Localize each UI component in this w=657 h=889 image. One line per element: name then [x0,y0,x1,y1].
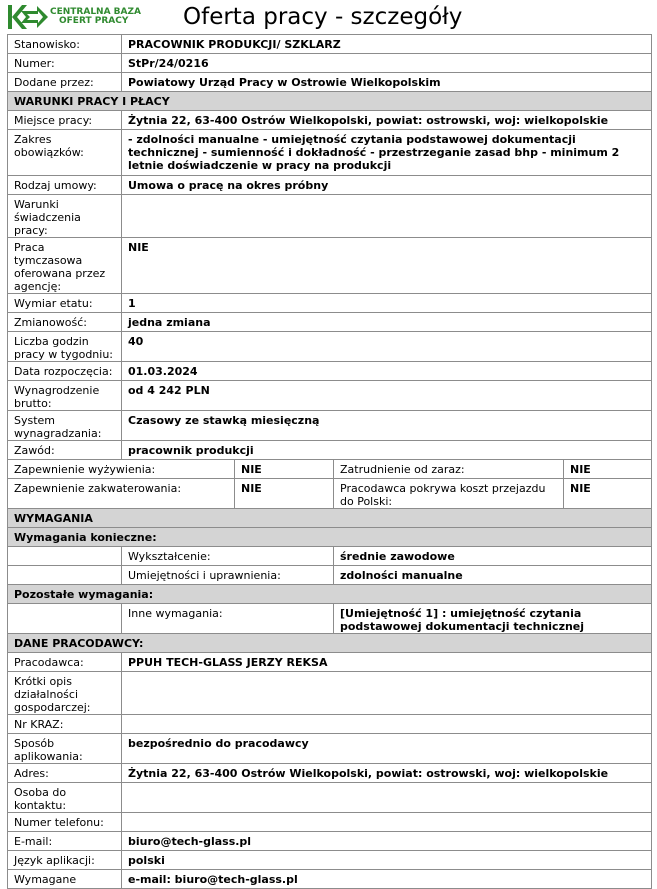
page-header [0,0,657,34]
label-profession: Zawód: [8,441,122,460]
value-fte: 1 [122,294,652,313]
label-activity: Krótki opis działalności gospodarczej: [8,672,122,715]
value-added-by: Powiatowy Urząd Pracy w Ostrowie Wielkopolskim [122,73,652,92]
row-apply [8,734,652,764]
offer-table [7,34,652,889]
row-contract [8,176,652,195]
row-hours [8,332,652,362]
section-other-row [8,585,652,604]
row-fte [8,294,652,313]
label-added-by: Dodane przez: [8,73,122,92]
row-duties [8,130,652,176]
label-position: Stanowisko: [8,35,122,54]
value-email: biuro@tech-glass.pl [122,832,652,851]
row-added-by [8,73,652,92]
value-position: PRACOWNIK PRODUKCJI/ SZKLARZ [122,35,652,54]
row-contact [8,783,652,813]
page-title: Oferta pracy - szczegóły [183,4,463,30]
row-other-req [8,604,652,634]
row-krs [8,715,652,734]
label-duties: Zakres obowiązków: [8,130,122,176]
value-documents: e-mail: biuro@tech-glass.pl [122,870,652,889]
label-language: Język aplikacji: [8,851,122,870]
indent-cell [8,547,122,566]
row-address [8,764,652,783]
section-requirements-title: WYMAGANIA [8,509,652,528]
value-housing: NIE [235,479,334,509]
value-contact [122,783,652,813]
row-language [8,851,652,870]
cbop-logo [7,3,142,31]
label-phone: Numer telefonu: [8,813,122,832]
label-shifts: Zmianowość: [8,313,122,332]
value-number: StPr/24/0216 [122,54,652,73]
section-required-title: Wymagania konieczne: [8,528,652,547]
logo-text-line1: CENTRALNA BAZA [50,7,142,17]
label-other-req: Inne wymagania: [122,604,334,634]
label-salary: Wynagrodzenie brutto: [8,381,122,411]
value-address: Żytnia 22, 63-400 Ostrów Wielkopolski, powiat: ostrowski, woj: wielkopolskie [122,764,652,783]
value-skills: zdolności manualne [334,566,652,585]
indent-cell [8,566,122,585]
cbop-logo-icon [7,3,49,31]
value-profession: pracownik produkcji [122,441,652,460]
label-address: Adres: [8,764,122,783]
value-workplace: Żytnia 22, 63-400 Ostrów Wielkopolski, powiat: ostrowski, woj: wielkopolskie [122,111,652,130]
value-salary: od 4 242 PLN [122,381,652,411]
label-temp-work: Praca tymczasowa oferowana przez agencję: [8,238,122,294]
row-temp-work [8,238,652,294]
value-start-date: 01.03.2024 [122,362,652,381]
label-skills: Umiejętności i uprawnienia: [122,566,334,585]
row-conditions [8,195,652,238]
label-krs: Nr KRAZ: [8,715,122,734]
label-conditions: Warunki świadczenia pracy: [8,195,122,238]
value-travel: NIE [564,479,652,509]
label-education: Wykształcenie: [122,547,334,566]
label-contract: Rodzaj umowy: [8,176,122,195]
label-travel: Pracodawca pokrywa koszt przejazdu do Polski: [334,479,564,509]
value-pay-system: Czasowy ze stawką miesięczną [122,411,652,441]
row-housing [8,479,652,509]
value-other-req: [Umiejętność 1] : umiejętność czytania podstawowej dokumentacji technicznej [334,604,652,634]
row-number [8,54,652,73]
value-shifts: jedna zmiana [122,313,652,332]
value-temp-work: NIE [122,238,652,294]
row-workplace [8,111,652,130]
value-phone [122,813,652,832]
row-education [8,547,652,566]
value-duties: - zdolności manualne - umiejętność czytania podstawowej dokumentacji technicznej - sumienność i dokładność - przestrzeganie zasad bhp - minimum 2 letnie doświadczenie w pracy na produkcji [122,130,652,176]
label-workplace: Miejsce pracy: [8,111,122,130]
value-immediate: NIE [564,460,652,479]
row-email [8,832,652,851]
value-employer: PPUH TECH-GLASS JERZY REKSA [122,653,652,672]
section-employer-title: DANE PRACODAWCY: [8,634,652,653]
label-number: Numer: [8,54,122,73]
label-meals: Zapewnienie wyżywienia: [8,460,235,479]
row-activity [8,672,652,715]
section-requirements-row [8,509,652,528]
label-pay-system: System wynagradzania: [8,411,122,441]
row-meals [8,460,652,479]
section-employer-row [8,634,652,653]
label-documents: Wymagane [8,870,122,889]
label-contact: Osoba do kontaktu: [8,783,122,813]
section-work-title: WARUNKI PRACY I PŁACY [8,92,652,111]
value-contract: Umowa o pracę na okres próbny [122,176,652,195]
label-email: E-mail: [8,832,122,851]
value-language: polski [122,851,652,870]
row-profession [8,441,652,460]
value-education: średnie zawodowe [334,547,652,566]
row-pay-system [8,411,652,441]
row-phone [8,813,652,832]
value-conditions [122,195,652,238]
value-hours: 40 [122,332,652,362]
label-start-date: Data rozpoczęcia: [8,362,122,381]
row-salary [8,381,652,411]
section-other-title: Pozostałe wymagania: [8,585,652,604]
label-hours: Liczba godzin pracy w tygodniu: [8,332,122,362]
label-fte: Wymiar etatu: [8,294,122,313]
row-shifts [8,313,652,332]
label-apply: Sposób aplikowania: [8,734,122,764]
row-skills [8,566,652,585]
value-krs [122,715,652,734]
row-position [8,35,652,54]
logo-text-line2: OFERT PRACY [59,16,129,26]
row-start-date [8,362,652,381]
section-required-row [8,528,652,547]
section-work-row [8,92,652,111]
row-employer [8,653,652,672]
label-immediate: Zatrudnienie od zaraz: [334,460,564,479]
indent-cell [8,604,122,634]
value-activity [122,672,652,715]
row-documents [8,870,652,889]
value-apply: bezpośrednio do pracodawcy [122,734,652,764]
label-housing: Zapewnienie zakwaterowania: [8,479,235,509]
value-meals: NIE [235,460,334,479]
label-employer: Pracodawca: [8,653,122,672]
